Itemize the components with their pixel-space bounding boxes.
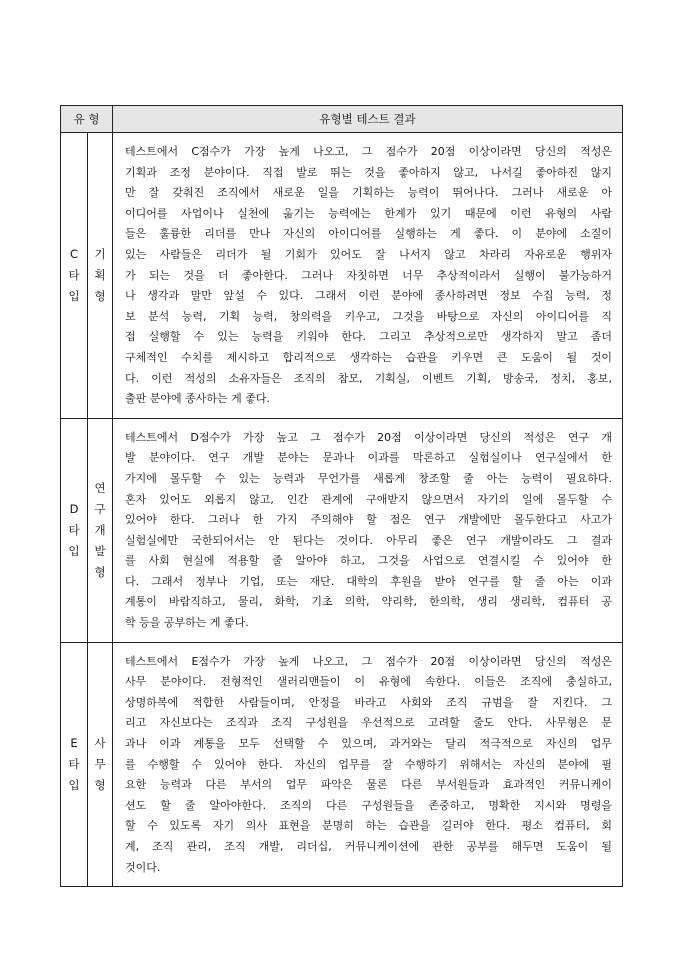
description-line: 사무 분야이다. 전형적인 샐러리맨들이 이 유형에 속한다. 이들은 조직에 충실하고, [125,675,612,689]
description-line: 테스트에서 C점수가 가장 높게 나오고, 그 점수가 20점 이상이라면 당신의 적성은 [125,145,612,158]
type-code-cell [61,418,88,642]
description-line: 다. 그래서 정부나 기업, 또는 재단. 대학의 후원을 받아 연구를 할 줄 아는 이과 [125,574,612,588]
type-code-char: 타 [68,267,80,282]
description-line: 를 수행할 수 있어야 한다. 자신의 업무를 잘 수행하기 위해서는 자신의 분야에 필 [125,757,612,771]
description-line: 과나 이과 계통을 모두 선택할 수 있으며, 과거와는 달리 적극적으로 자신의 업무 [125,737,612,751]
description-line: 만 잘 갖춰진 조직에서 새로운 일을 기획하는 능력이 뛰어나다. 그러나 새로운 아 [125,186,612,200]
table-body [61,133,623,887]
result-description [113,642,623,887]
description-line: 를 사회 현실에 적용할 줄 알아야 하고, 그것을 사업으로 연결시킬 수 있어야 한 [125,554,612,568]
result-description [113,418,623,642]
type-name-char: 획 [94,267,106,282]
table-row [61,642,623,887]
type-name-char: 개 [94,522,106,537]
type-name-char: 사 [94,735,106,750]
header-type: 유 형 [61,106,113,133]
type-code-char: 타 [68,756,80,771]
type-name-cell [88,418,113,642]
description-line: 테스트에서 D점수가 가장 높고 그 점수가 20점 이상이라면 당신의 적성은 연구 개 [125,430,612,444]
description-line: 리고 자신보다는 조직과 조직 구성원을 우선적으로 고려할 줄도 안다. 사무형은 문 [125,716,612,730]
type-name-char: 무 [94,756,106,771]
description-line: 테스트에서 E점수가 가장 높게 나오고, 그 점수가 20점 이상이라면 당신의 적성은 [125,654,612,668]
type-name-char: 기 [94,246,106,261]
description-line: 다. 이런 적성의 소유자들은 조직의 참모, 기획실, 이벤트 기획, 방송국, 정치, 홍보, [125,371,612,385]
type-code-char: C [69,246,79,261]
description-line: 가지에 몰두할 수 있는 능력과 무언가를 새롭게 창조할 줄 아는 능력이 필요하다. [125,471,612,485]
description-line: 이디어를 사업이나 실천에 옮기는 능력에는 한계가 있기 때문에 이런 유형의 사람 [125,206,612,220]
description-line: 학 등을 공부하는 게 좋다. [125,616,249,630]
description-line: 들은 훌륭한 리더를 만나 자신의 아이디어를 실행하는 게 좋다. 이 분야에 소질이 [125,227,612,241]
description-line: 것이다. [125,860,161,874]
description-line: 상명하복에 적합한 사람들이며, 안정을 바라고 사회와 조직 규범을 잘 지킨다. 그 [125,695,612,709]
description-line: 있어야 한다. 그러나 한 가지 주의해야 할 점은 연구 개발에만 몰두한다고 사고가 [125,513,612,527]
type-code-cell [61,133,88,419]
type-code-char: 입 [68,543,80,558]
type-name-char: 발 [94,543,106,558]
header-result: 유형별 테스트 결과 [113,106,623,133]
type-name-cell [88,133,113,419]
type-code-char: E [70,735,78,750]
type-code-char: 입 [68,777,80,792]
type-name-char: 형 [94,564,106,579]
description-line: 혼자 있어도 외롭지 않고, 인간 관계에 구애받지 않으면서 자기의 일에 몰두할 수 [125,492,612,506]
description-line: 있는 사람들은 리더가 될 기회가 있어도 잘 나서지 않고 차라리 자유로운 행위자 [125,247,612,261]
type-code-char: D [69,501,79,516]
description-line: 가 되는 것을 더 좋아한다. 그러나 자칫하면 너무 추상적이라서 실행이 불가능하거 [125,268,612,282]
description-line: 나 생각과 말만 앞설 수 있다. 그래서 이런 분야에 종사하려면 정보 수집 능력, 정 [125,289,612,303]
description-line: 요한 능력과 다른 부서의 업무 파악은 물론 다른 부서원들과 효과적인 커뮤니케이 [125,778,612,792]
result-table [60,105,623,887]
result-description [113,133,623,419]
type-name-char: 구 [94,501,106,516]
description-line: 실험실에만 국한되어서는 안 된다는 것이다. 아무리 좋은 연구 개발이라도 그 결과 [125,533,612,547]
description-line: 션도 할 줄 알아야한다. 조직의 다른 구성원들을 존중하고, 명확한 지시와 명령을 [125,798,612,812]
table-row [61,133,623,419]
table-header-row [61,106,623,133]
description-line: 접 실행할 수 있는 능력을 키워야 한다. 그리고 추상적으로만 생각하지 말고 좀더 [125,330,612,344]
type-name-char: 형 [94,777,106,792]
type-code-char: 입 [68,288,80,303]
type-code-cell [61,642,88,887]
type-code-char: 타 [68,522,80,537]
type-name-char: 형 [94,288,106,303]
description-line: 기획과 조정 분야이다. 직접 발로 뛰는 것을 좋아하지 않고, 나서길 좋아하진 않지 [125,165,612,179]
type-name-cell [88,642,113,887]
description-line: 계, 조직 관리, 조직 개발, 리더십, 커뮤니케이션에 관한 공부를 해두면 도움이 될 [125,840,612,853]
type-name-char: 연 [94,480,106,495]
description-line: 발 분야이다. 연구 개발 분야는 문과나 이과를 막론하고 실험실이나 연구실에서 한 [125,451,612,465]
description-line: 출판 분야에 종사하는 게 좋다. [125,392,270,406]
description-line: 보 분석 능력, 기획 능력, 창의력을 키우고, 그것을 바탕으로 자신의 아이디어를 직 [125,309,612,323]
description-line: 구체적인 수치를 제시하고 합리적으로 생각하는 습관을 키우면 큰 도움이 될 것이 [125,350,612,364]
description-line: 계통이 바람직하고, 물리, 화학, 기초 의학, 약리학, 한의학, 생리 생리학, 컴퓨터 공 [125,595,612,609]
description-line: 할 수 있도록 자기 의사 표현을 분명히 하는 습관을 길러야 한다. 평소 컴퓨터, 회 [125,819,612,833]
table-row [61,418,623,642]
